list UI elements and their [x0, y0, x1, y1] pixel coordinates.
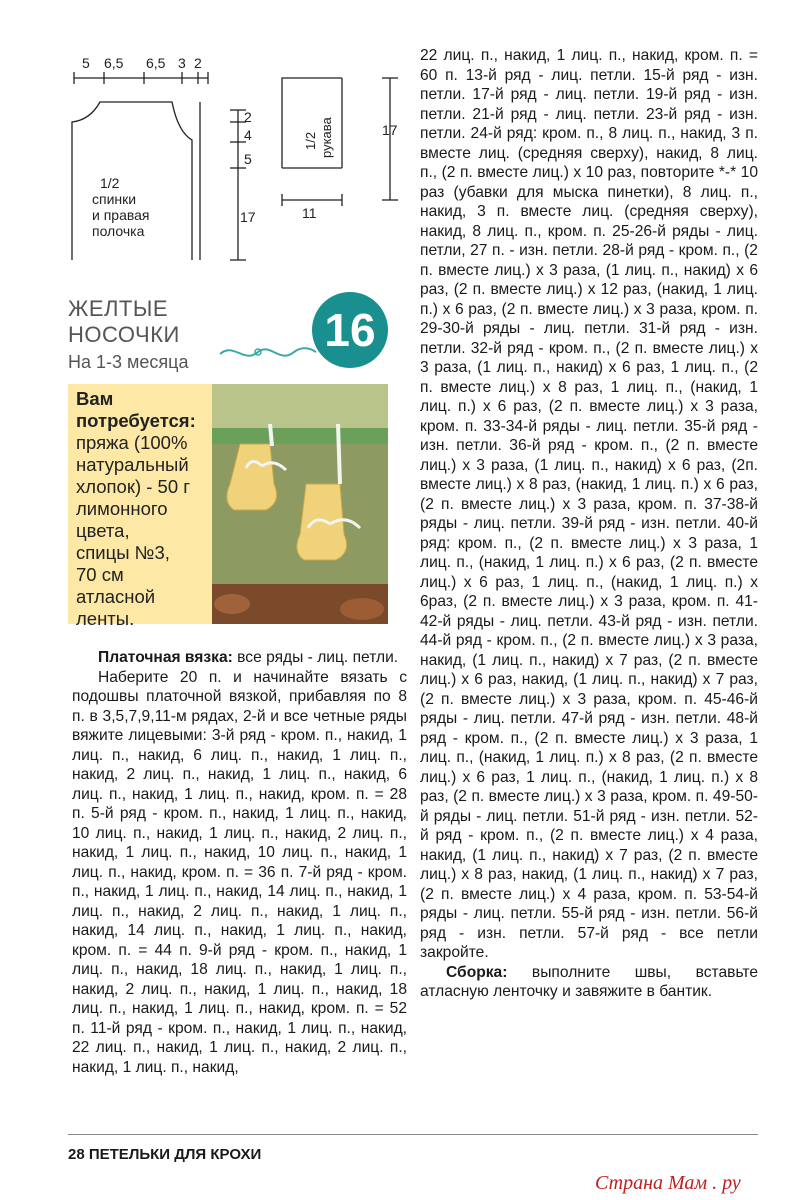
technique-heading: Платочная вязка: — [98, 649, 233, 666]
materials-line: ленты. — [76, 608, 135, 629]
dim-label: 6,5 — [146, 55, 166, 71]
materials-line: атласной — [76, 586, 156, 607]
materials-line: натуральный — [76, 454, 189, 475]
assembly-text: выполните швы, вставьте атласную ленточку и завяжите в бантик. — [420, 963, 758, 1000]
watermark: Страна Мам . ру — [595, 1172, 741, 1194]
dim-label: 6,5 — [104, 55, 124, 71]
sleeve-width: 11 — [302, 205, 317, 221]
dim-label: 5 — [82, 55, 90, 71]
materials-heading: Вам — [76, 388, 114, 409]
dim-label: 4 — [244, 127, 252, 143]
instructions-paragraph: Наберите 20 п. и начинайте вязать с подошвы платочной вязкой, прибавляя по 8 п. в 3,5,7,9,11-м рядах, 2-й и все четные ряды вяжите лицевыми: 3-й ряд - кром. п., накид, 1 лиц. п., накид, 6 лиц. п., накид, 1 лиц. п., накид, 2 лиц. п., накид, 1 лиц. п., накид, 6 лиц. п., накид, 1 лиц. п., накид, кром. п. = 28 п. 5-й ряд - кром. п., накид, 1 лиц. п., накид, 10 лиц. п., накид, 1 лиц. п., накид, 2 лиц. п., накид, 1 лиц. п., накид, 10 лиц. п., накид, 1 лиц. п., накид, кром. п. = 36 п. 7-й ряд - кром. п., накид, 1 лиц. п., накид, 14 лиц. п., накид, 1 лиц. п., накид, 2 лиц. п., накид, 1 лиц. п., накид, 14 лиц. п., накид, 1 лиц. п., накид, кром. п. = 44 п. 9-й ряд - кром. п., накид, 1 лиц. п., накид, 18 лиц. п., накид, 1 лиц. п., накид, 2 лиц. п., накид, 1 лиц. п., накид, 18 лиц. п., накид, 1 лиц. п., накид, кром. п. = 52 п. 11-й ряд - кром. п., накид, 1 лиц. п., накид, 22 лиц. п., накид, 1 лиц. п., накид, 2 лиц. п., накид, 1 лиц. п., накид, — [72, 668, 407, 1076]
dim-label: 5 — [244, 151, 252, 167]
materials-line: 70 см — [76, 564, 124, 585]
materials-line: хлопок) - 50 г — [76, 476, 191, 497]
page-footer — [68, 1146, 261, 1163]
sleeve-label: 1/2 — [303, 131, 318, 150]
decorative-swirl — [218, 340, 318, 364]
pattern-title — [68, 296, 180, 348]
materials-line: лимонного — [76, 498, 168, 519]
page-number: 28 — [68, 1146, 85, 1163]
dim-label: 17 — [240, 209, 256, 225]
sleeve-label: рукава — [319, 117, 334, 158]
materials-heading: потребуется: — [76, 410, 196, 431]
back-label: и правая — [92, 207, 150, 223]
back-label: спинки — [92, 191, 137, 207]
title-line: НОСОЧКИ — [68, 322, 180, 347]
back-label: полочка — [92, 223, 145, 239]
assembly-heading: Сборка: — [446, 963, 508, 981]
back-label: 1/2 — [100, 175, 120, 191]
instructions-right — [420, 46, 758, 1002]
dim-label: 2 — [244, 109, 252, 125]
pattern-subtitle: На 1-3 месяца — [68, 352, 189, 372]
socks-photo — [212, 384, 388, 624]
pattern-number-badge: 16 — [312, 292, 388, 368]
instructions-left — [72, 648, 407, 1077]
title-line: ЖЕЛТЫЕ — [68, 296, 169, 321]
dim-label: 3 — [178, 55, 186, 71]
dim-label: 2 — [194, 55, 202, 71]
instructions-paragraph: 22 лиц. п., накид, 1 лиц. п., накид, кром. п. = 60 п. 13-й ряд - лиц. петли. 15-й ряд - изн. петли. 17-й ряд - лиц. петли. 19-й ряд - изн. петли. 21-й ряд - лиц. петли. 23-й ряд - изн. петли. 24-й ряд: кром. п., 8 лиц. п., накид, 3 п. вместе лиц. (средняя сверху), накид, 8 лиц. п., (2 п. вместе лиц.) x 10 раз, повторите *-* 10 раз (убавки для мыска пинетки), 8 лиц. п., накид, 3 п. вместе лиц. (средняя сверху), накид, 8 лиц. п., кром. п. 25-26-й ряды - лиц. петли, 27 п. - изн. петли. 28-й ряд - кром. п., (2 п. вместе лиц.) x 3 раза, (1 лиц. п., накид) x 6 раз, (2 п. вместе лиц.) x 12 раз, (накид, 1 лиц. п.) x 6 раз, (2 п. вместе лиц.) x 3 раза, кром. п. 29-30-й ряды - лиц. петли. 31-й ряд - изн. петли. 32-й ряд - кром. п., (2 п. вместе лиц.) x 3 раза, (1 лиц. п., накид) x 6 раз, 1 лиц. п., (2 п. вместе лиц.) x 8 раз, 1 лиц. п., (накид, 1 лиц. п.) x 6 раз, (2 п. вместе лиц.) x 3 раза, кром. п. 33-34-й ряды - лиц. петли. 35-й ряд - изн. петли. 36-й ряд - кром. п., (2 п. вместе лиц.) x 3 раза, (1 лиц. п., накид) x 6 раз, (2п. вместе лиц.) x 8 раз, (накид, 1 лиц. п.) x 6 раз, (2 п. вместе лиц.) x 3 раза, кром. п. 37-38-й ряды - лиц. петли. 39-й ряд - изн. петли. 40-й ряд: кром. п., (2 п. вместе лиц.) x 3 раза, 1 лиц. п., (накид, 1 лиц. п.) x 6 раз, (2 п. вместе лиц.) x 6 раз, 1 лиц. п., (накид, 1 лиц. п.) x 6раз, (2 п. вместе лиц.) x 3 раза, кром. п. 41-42-й ряды - лиц. петли. 43-й ряд - изн. петли. 44-й ряд - кром. п., (2 п. вместе лиц.) x 3 раза, накид, (1 лиц. п., накид) x 7 раз, (2 п. вместе лиц.) x 6 раз, накид, (1 лиц. п., накид) x 7 раз, (2 п. вместе лиц.) x 3 раза, кром. п. 45-46-й ряды - лиц. петли. 47-й ряд - изн. петли. 48-й ряд - кром. п., (2 п. вместе лиц.) x 3 раза, 1 лиц. п., (накид, 1 лиц. п.) x 8 раз, (2 п. вместе лиц.) x 6 раз, 1 лиц. п., (накид, 1 лиц. п.) x 8 раз, (2 п. вместе лиц.) x 3 раза, кром. п. 49-50-й ряды - лиц. петли. 51-й ряд - изн. петли. 52-й ряд - кром. п., (2 п. вместе лиц.) x 4 раза, накид, (1 лиц. п., накид) x 7 раз, (2 п. вместе лиц.) x 8 раз, накид, (1 лиц. п., накид) x 7 раз, (2 п. вместе лиц.) x 4 раза, кром. п. 53-54-й ряды - лиц. петли. 55-й ряд - изн. петли. 56-й ряд - изн. петли. 57-й ряд - все петли закройте. — [420, 47, 758, 961]
materials-line: пряжа (100% — [76, 432, 188, 453]
materials-line: спицы №3, — [76, 542, 170, 563]
pattern-diagram — [60, 50, 415, 270]
footer-divider — [68, 1134, 758, 1135]
materials-line: цвета, — [76, 520, 130, 541]
section-name: ПЕТЕЛЬКИ ДЛЯ КРОХИ — [88, 1146, 262, 1163]
technique-text: все ряды - лиц. петли. — [232, 649, 399, 666]
sleeve-height: 17 — [382, 122, 398, 138]
